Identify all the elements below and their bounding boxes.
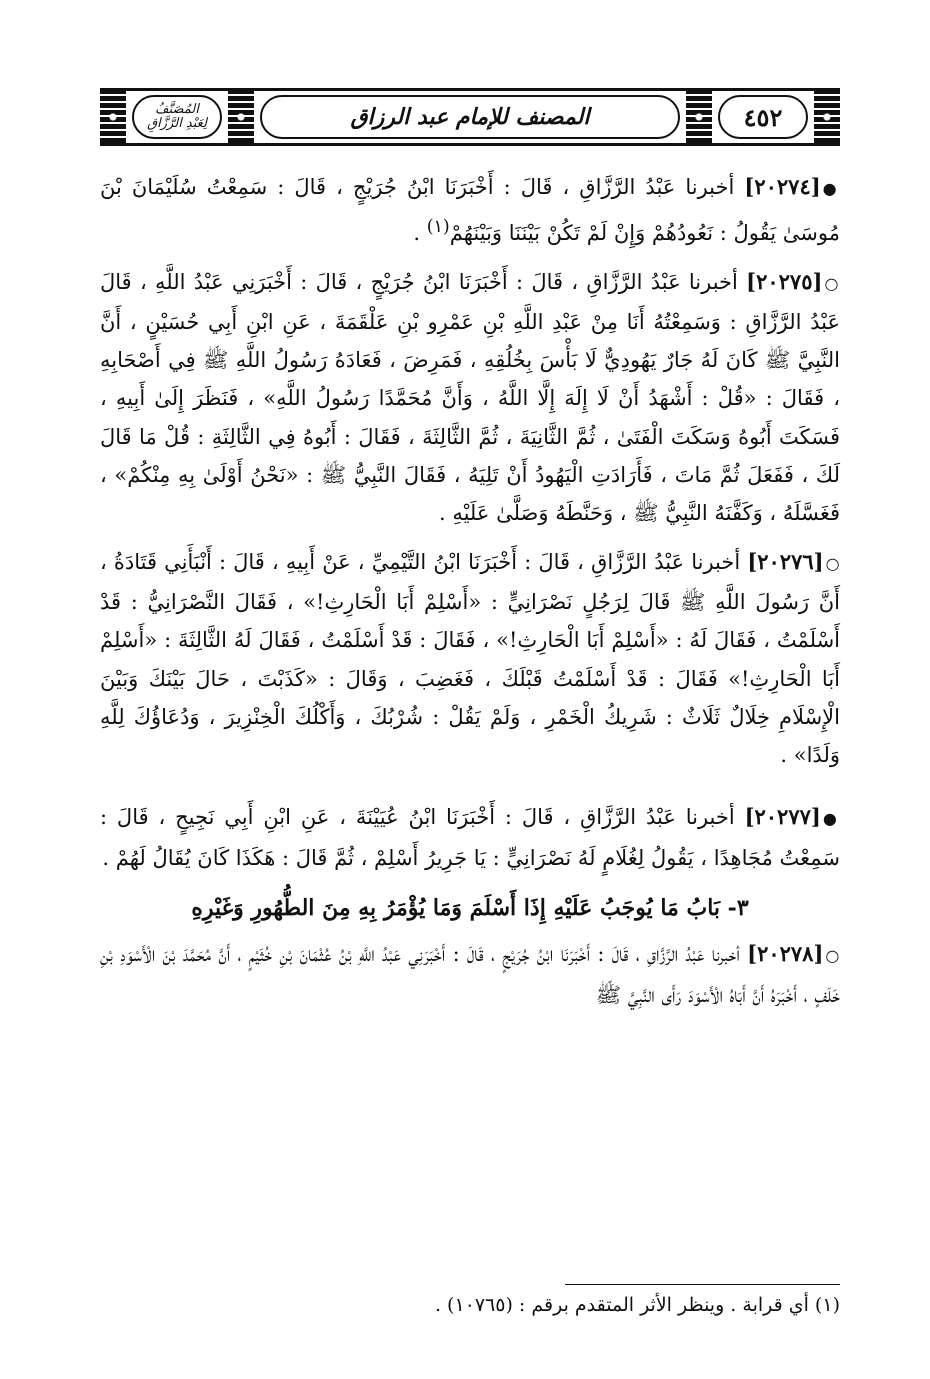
entry-number: [٢٠٢٧٤] bbox=[744, 174, 821, 199]
page-number-frame bbox=[718, 95, 808, 139]
entry-text: أخبرنا عَبْدُ الرَّزَّاقِ ، قَالَ : أَخْبَرَنَا ابْنُ جُرَيْجٍ ، قَالَ : سَمِعْتُ سُلَيْمَانَ بْنَ مُوسَىٰ يَقُولُ : نَعُودُهُمْ وَإِنْ لَمْ تَكُنْ بَيْنَنَا وَبَيْنَهُمْ bbox=[100, 175, 840, 246]
seal-bottom-text: لِعَبْدِ الرَّزَّاقِ bbox=[147, 116, 207, 131]
title-frame bbox=[260, 95, 680, 139]
book-seal bbox=[132, 95, 222, 139]
entry-text-end: . bbox=[413, 221, 427, 246]
page-content bbox=[100, 168, 840, 1024]
ornament-border-icon bbox=[814, 91, 840, 143]
seal-top-text: المُصَنَّفُ bbox=[155, 102, 199, 117]
entry-marker: ○ bbox=[824, 273, 840, 293]
ornament-divider-icon bbox=[228, 91, 254, 143]
ornament-border-icon bbox=[100, 91, 126, 143]
footnote-ref[interactable]: (١) bbox=[426, 217, 450, 238]
entry-marker: ○ bbox=[825, 553, 840, 573]
page-header bbox=[100, 88, 840, 146]
entry-text: أخبرنا عَبْدُ الرَّزَّاقِ ، قَالَ : أَخْبَرَنَا ابْنُ جُرَيْجٍ ، قَالَ : أَخْبَرَنِي عَبْدُ اللَّهِ بْنُ عُثْمَانَ بْنِ خُثَيْمٍ ، أَنَّ مُحَمَّدَ بْنَ الْأَسْوَدِ بْنِ خَلَفٍ ، أَخْبَرَهُ أَنَّ أَبَاهُ الْأَسْوَدَ رَأَى النَّبِيَّ ﷺ bbox=[100, 942, 840, 1007]
entry-number: [٢٠٢٧٥] bbox=[746, 268, 823, 294]
entry-text: أخبرنا عَبْدُ الرَّزَّاقِ ، قَالَ : أَخْبَرَنَا ابْنُ جُرَيْجٍ ، قَالَ : أَخْبَرَنِي عَبْدُ اللَّهِ ، قَالَ عَبْدُ الرَّزَّاقِ : وَسَمِعْتُهُ أَنَا مِنْ عَبْدِ اللَّهِ بْنِ عَمْرِو بْنِ عَلْقَمَةَ ، عَنِ ابْنِ أَبِي حُسَيْنٍ ، أَنَّ النَّبِيَّ ﷺ كَانَ لَهُ جَارٌ يَهُودِيٌّ لَا بَأْسَ بِخُلُقِهِ ، فَمَرِضَ ، فَعَادَهُ رَسُولُ اللَّهِ ﷺ فِي أَصْحَابِهِ ، فَقَالَ : «قُلْ : أَشْهَدُ أَنْ لَا إِلَهَ إِلَّا اللَّهُ ، وَأَنَّ مُحَمَّدًا رَسُولُ اللَّهِ» ، فَنَظَرَ إِلَىٰ أَبِيهِ ، فَسَكَتَ أَبُوهُ وَسَكَتَ الْفَتَىٰ ، ثُمَّ الثَّانِيَةَ ، ثُمَّ الثَّالِثَةَ ، فَقَالَ : أَبُوهُ فِي الثَّالِثَةِ : قُلْ مَا قَالَ لَكَ ، فَفَعَلَ ثُمَّ مَاتَ ، فَأَرَادَتِ الْيَهُودُ أَنْ تَلِيَهُ ، فَقَالَ النَّبِيُّ ﷺ : «نَحْنُ أَوْلَىٰ بِهِ مِنْكُمْ» ، فَغَسَّلَهُ ، وَكَفَّنَهُ النَّبِيُّ ﷺ ، وَحَنَّطَهُ وَصَلَّىٰ عَلَيْهِ . bbox=[100, 269, 840, 526]
entry-number: [٢٠٢٧٨] bbox=[747, 941, 824, 967]
hadith-entry bbox=[100, 798, 840, 877]
hadith-entry bbox=[100, 935, 840, 1014]
hadith-entry bbox=[100, 263, 840, 533]
hadith-entry bbox=[100, 168, 840, 253]
entry-marker: ● bbox=[822, 179, 840, 198]
footnote: (١) أي قرابة . وينظر الأثر المتقدم برقم : (١٠٧٦٥) . bbox=[434, 1294, 840, 1316]
ornament-divider-icon bbox=[686, 91, 712, 143]
entry-marker: ○ bbox=[825, 946, 840, 966]
section-heading: ٣- بَابُ مَا يُوجَبُ عَلَيْهِ إِذَا أَسْلَمَ وَمَا يُؤْمَرُ بِهِ مِنَ الطُّهُورِ وَغَيْرِهِ bbox=[191, 895, 749, 922]
page-number: ٤٥٢ bbox=[743, 102, 783, 132]
entry-marker: ● bbox=[822, 809, 840, 829]
entry-text: أخبرنا عَبْدُ الرَّزَّاقِ ، قَالَ : أَخْبَرَنَا ابْنُ التَّيْمِيِّ ، عَنْ أَبِيهِ ، قَالَ : أَنْبَأَنِي قَتَادَةُ ، أَنَّ رَسُولَ اللَّهِ ﷺ قَالَ لِرَجُلٍ نَصْرَانِيٍّ : «أَسْلِمْ أَبَا الْحَارِثِ!» ، فَقَالَ النَّصْرَانِيُّ : قَدْ أَسْلَمْتُ ، فَقَالَ لَهُ : «أَسْلِمْ أَبَا الْحَارِثِ!» ، فَقَالَ : قَدْ أَسْلَمْتُ ، فَقَالَ لَهُ الثَّالِثَةَ : «أَسْلِمْ أَبَا الْحَارِثِ!» فَقَالَ : قَدْ أَسْلَمْتُ قَبْلَكَ ، فَغَضِبَ ، وَقَالَ : «كَذَبْتَ ، حَالَ بَيْنَكَ وَبَيْنَ الْإِسْلَامِ خِلَالٌ ثَلَاثٌ : شَرِيكُ الْخَمْرِ ، وَلَمْ يَقُلْ : شُرْبُكَ ، وَأَكْلُكَ الْخِنْزِيرَ ، وَدُعَاؤُكَ لِلَّهِ وَلَدًا» . bbox=[100, 549, 840, 768]
entry-number: [٢٠٢٧٦] bbox=[747, 548, 824, 574]
entry-number: [٢٠٢٧٧] bbox=[744, 804, 821, 830]
entry-text: أخبرنا عَبْدُ الرَّزَّاقِ ، قَالَ : أَخْبَرَنَا ابْنُ عُيَيْنَةَ ، عَنِ ابْنِ أَبِي نَجِيحٍ ، قَالَ : سَمِعْتُ مُجَاهِدًا ، يَقُولُ لِغُلَامٍ لَهُ نَصْرَانِيٍّ : يَا جَرِيرُ أَسْلِمْ ، ثُمَّ قَالَ : هَكَذَا كَانَ يُقَالُ لَهُمْ . bbox=[100, 805, 840, 870]
page-title: المصنف للإمام عبد الرزاق bbox=[350, 104, 590, 130]
hadith-entry bbox=[100, 543, 840, 775]
footnote-divider bbox=[565, 1284, 840, 1285]
